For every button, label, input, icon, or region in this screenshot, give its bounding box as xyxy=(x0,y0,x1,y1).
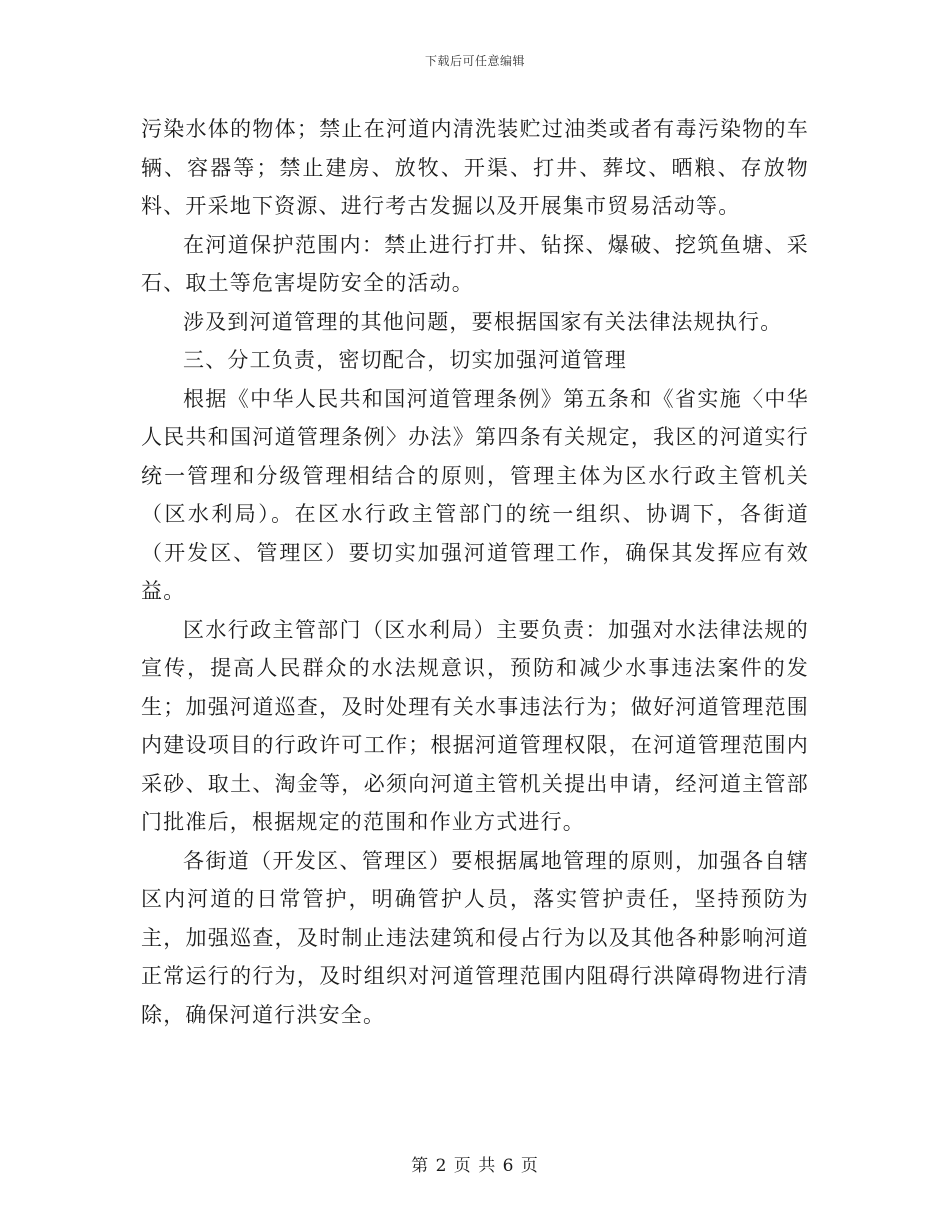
paragraph: 污染水体的物体；禁止在河道内清洗装贮过油类或者有毒污染物的车辆、容器等；禁止建房、放牧、开渠、打井、葬坟、晒粮、存放物料、开采地下资源、进行考古发掘以及开展集市贸易活动等。 xyxy=(141,117,809,218)
document-body xyxy=(141,110,809,1034)
paragraph: 区水行政主管部门（区水利局）主要负责：加强对水法律法规的宣传，提高人民群众的水法规意识，预防和减少水事违法案件的发生；加强河道巡查，及时处理有关水事违法行为；做好河道管理范围内建设项目的行政许可工作；根据河道管理权限，在河道管理范围内采砂、取土、淘金等，必须向河道主管机关提出申请，经河道主管部门批准后，根据规定的范围和作业方式进行。 xyxy=(141,617,809,834)
paragraph: 涉及到河道管理的其他问题，要根据国家有关法律法规执行。 xyxy=(183,309,783,334)
page-header: 下载后可任意编辑 xyxy=(424,54,525,68)
section-heading: 三、分工负责，密切配合，切实加强河道管理 xyxy=(183,348,627,372)
paragraph: 根据《中华人民共和国河道管理条例》第五条和《省实施〈中华人民共和国河道管理条例〉办法》第四条有关规定，我区的河道实行统一管理和分级管理相结合的原则，管理主体为区水行政主管机关（区水利局）。在区水行政主管部门的统一组织、协调下，各街道（开发区、管理区）要切实加强河道管理工作，确保其发挥应有效益。 xyxy=(141,386,809,603)
page-number: 第 2 页 共 6 页 xyxy=(411,1156,539,1176)
paragraph: 在河道保护范围内：禁止进行打井、钻探、爆破、挖筑鱼塘、采石、取土等危害堤防安全的活动。 xyxy=(141,232,809,295)
paragraph: 各街道（开发区、管理区）要根据属地管理的原则，加强各自辖区内河道的日常管护，明确管护人员，落实管护责任，坚持预防为主，加强巡查，及时制止违法建筑和侵占行为以及其他各种影响河道正常运行的行为，及时组织对河道管理范围内阻碍行洪障碍物进行清除，确保河道行洪安全。 xyxy=(141,848,809,1027)
